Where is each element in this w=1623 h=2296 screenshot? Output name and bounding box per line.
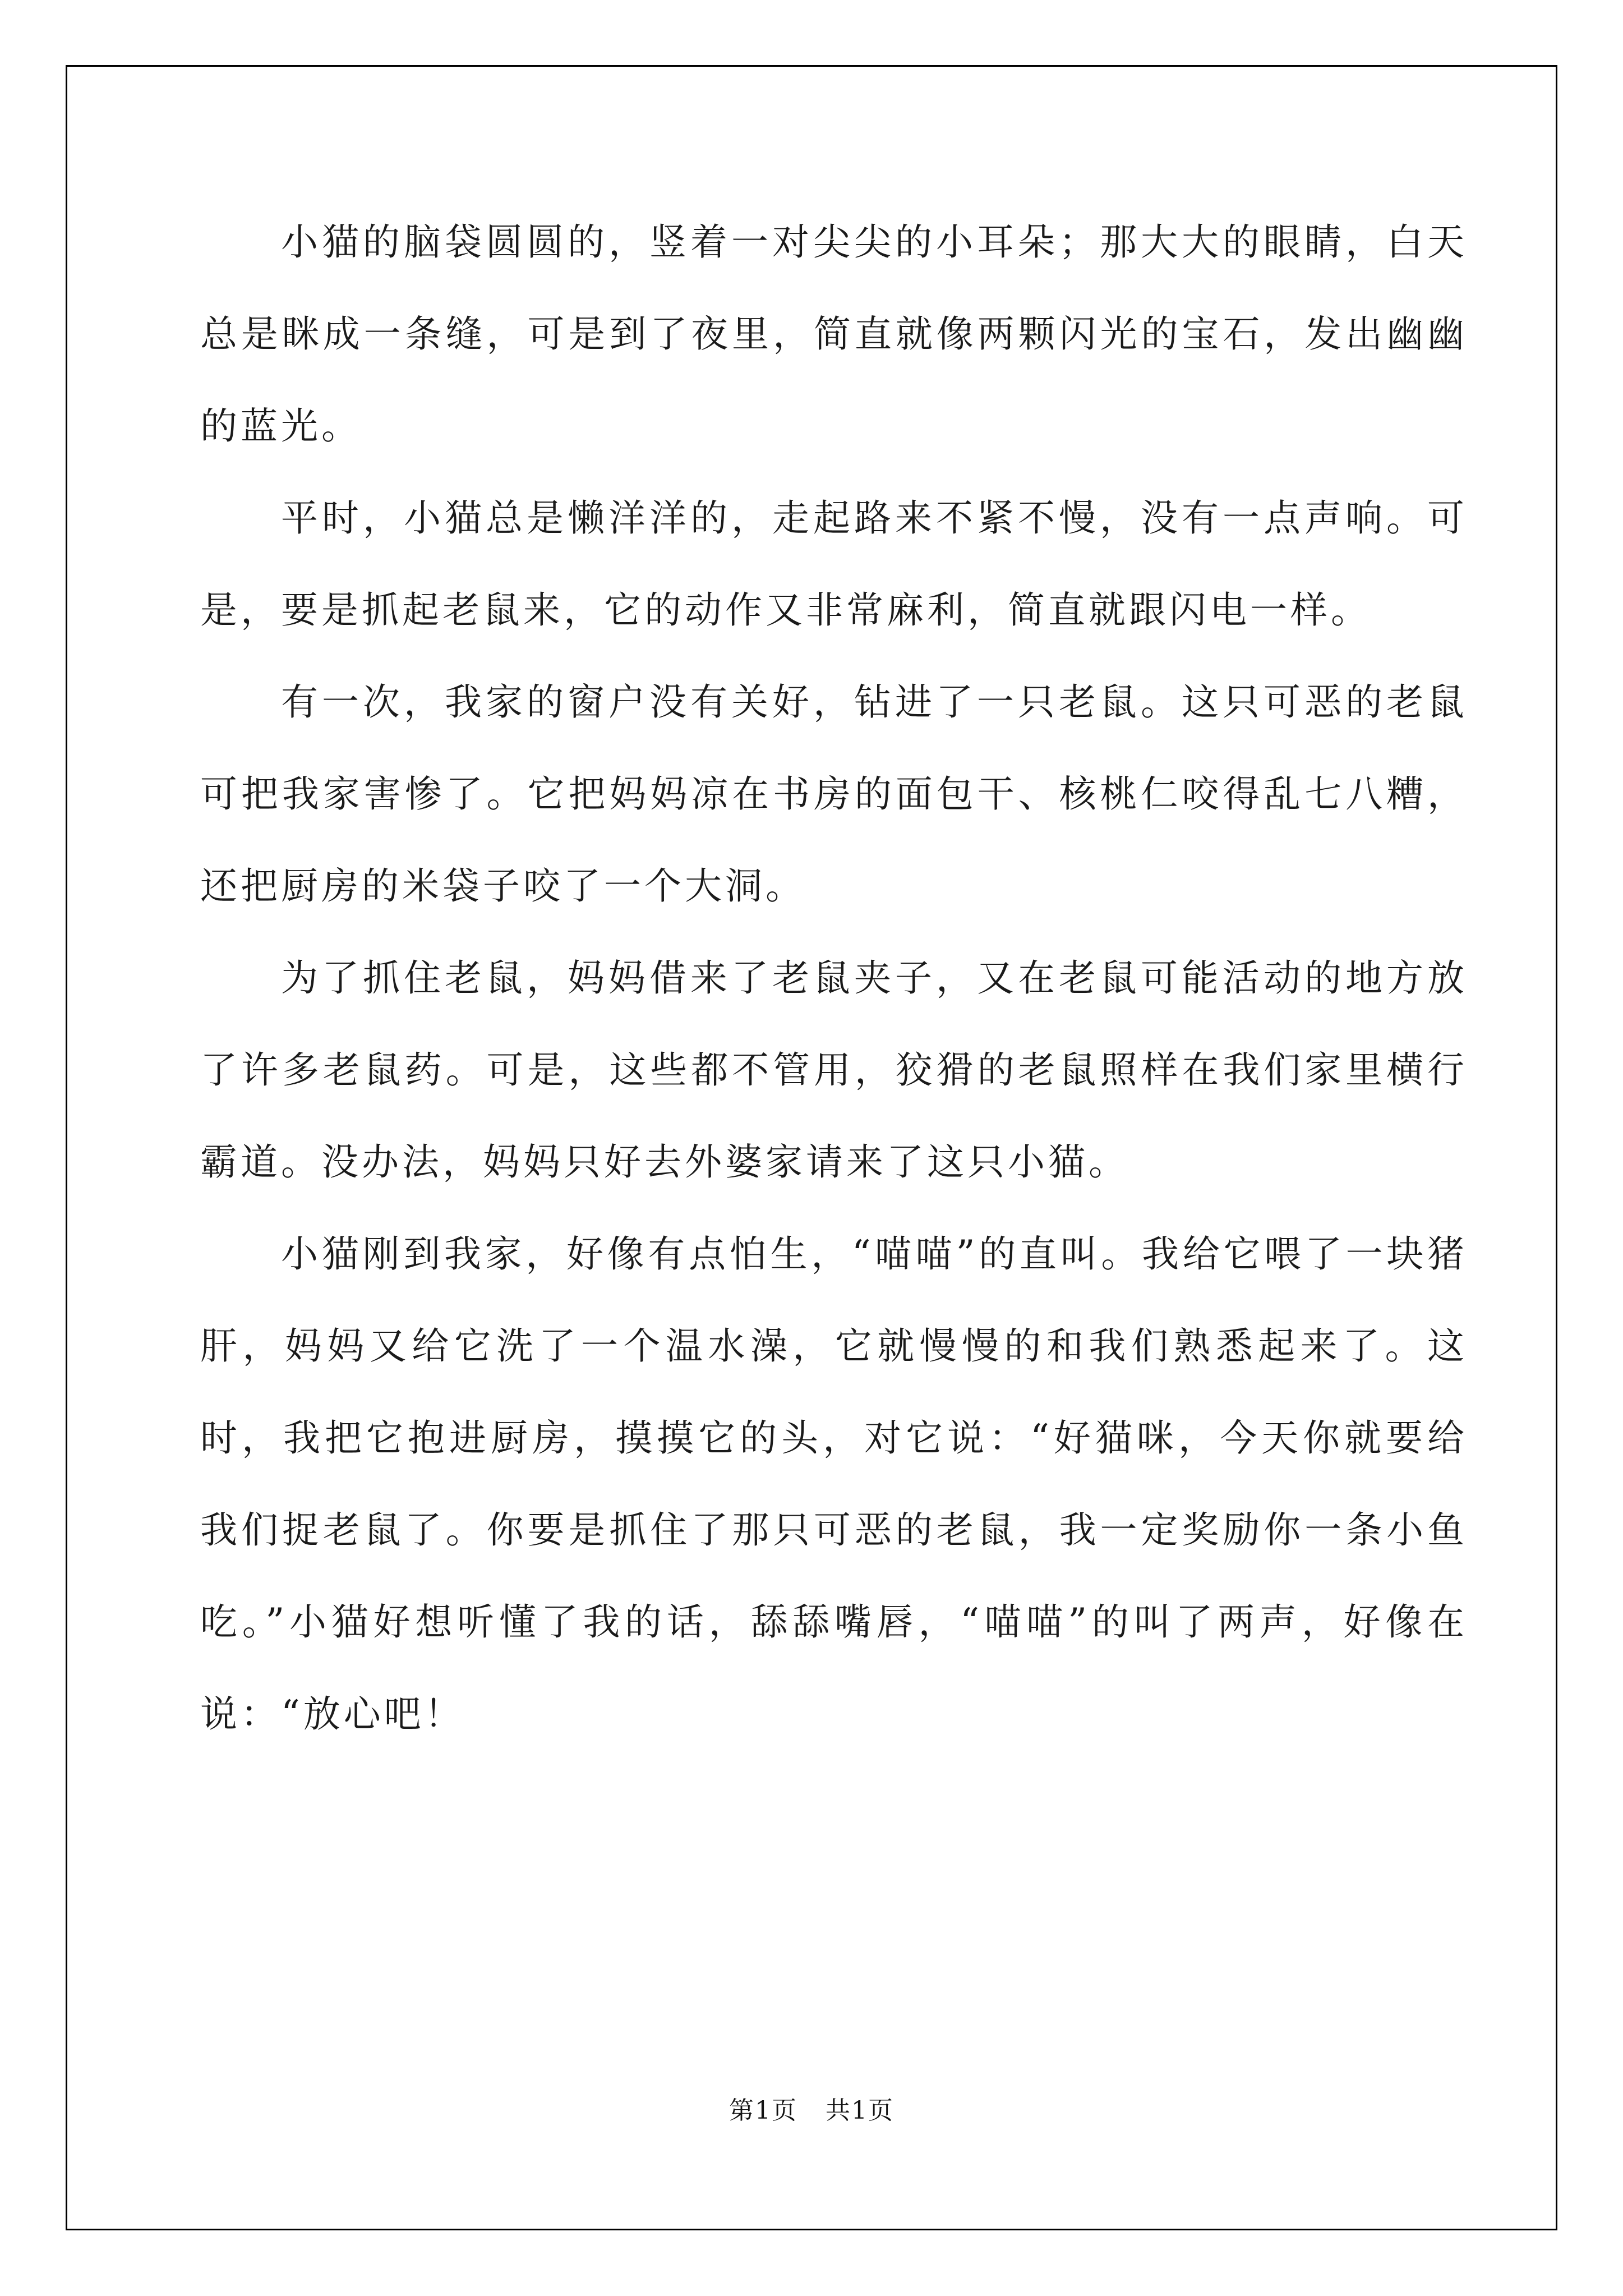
page-footer: [0, 2090, 1623, 2126]
paragraph: 小猫刚到我家，好像有点怕生，“喵喵”的直叫。我给它喂了一块猪肝，妈妈又给它洗了一个温水澡，它就慢慢的和我们熟悉起来了。这时，我把它抱进厨房，摸摸它的头，对它说：“好猫咪，今天你就要给我们捉老鼠了。你要是抓住了那只可恶的老鼠，我一定奖励你一条小鱼吃。”小猫好想听懂了我的话，舔舔嘴唇，“喵喵”的叫了两声，好像在说：“放心吧！: [200, 1232, 1468, 1736]
paragraph: 为了抓住老鼠，妈妈借来了老鼠夹子，又在老鼠可能活动的地方放了许多老鼠药。可是，这些都不管用，狡猾的老鼠照样在我们家里横行霸道。没办法，妈妈只好去外婆家请来了这只小猫。: [200, 956, 1468, 1184]
paragraph: 有一次，我家的窗户没有关好，钻进了一只老鼠。这只可恶的老鼠可把我家害惨了。它把妈妈凉在书房的面包干、核桃仁咬得乱七八糟，还把厨房的米袋子咬了一个大洞。: [200, 680, 1468, 908]
page-number-total: 共1页: [826, 2096, 894, 2125]
document-body: [200, 196, 1468, 1760]
page-number-current: 第1页: [729, 2096, 797, 2125]
paragraph: 小猫的脑袋圆圆的，竖着一对尖尖的小耳朵；那大大的眼睛，白天总是眯成一条缝，可是到了夜里，简直就像两颗闪光的宝石，发出幽幽的蓝光。: [200, 220, 1468, 448]
paragraph: 平时，小猫总是懒洋洋的，走起路来不紧不慢，没有一点声响。可是，要是抓起老鼠来，它的动作又非常麻利，简直就跟闪电一样。: [200, 496, 1468, 632]
